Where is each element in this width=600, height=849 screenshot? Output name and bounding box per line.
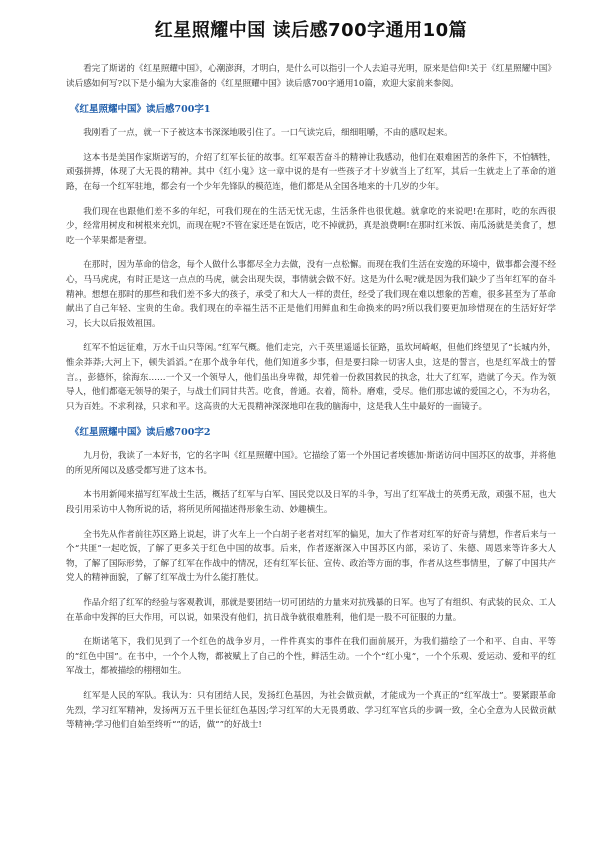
section-1-paragraph: 红军不怕远征难，万水千山只等闲。”红军气概。他们走完，六千英里遥遥长征路，虽坎坷崎岖，但他们终望见了“长城内外，惟余莽莽;大河上下，顿失滔滔。”在那个战争年代，他们知道多少事，但是要扫除一切害人虫，这是的誓言，也是红军战士的誓言。，彭德怀，徐海东……一个又一个领导人，他们虽出身卑微，却凭着一份救国救民的执念，壮大了红军，造就了今天。作为领导人，他们都毫无领导的架子，与战士们同甘共苦。吃食，普通。衣着，简朴。磨难，受尽。他们那忠诚的爱国之心，不为功名，只为百姓。不求利禄，只求和平。这高贵的大无畏精神深深地印在我的脑海中，这是我人生中最好的一面镜子。 [66,343,556,412]
section-2-paragraph: 在斯诺笔下，我们见到了一个红色的战争岁月，一件件真实的事件在我们面前展开，为我们描绘了一个和平、自由、平等的“红色中国”。在书中，一个个人物，都被赋上了自己的个性，鲜活生动。一个个“红小鬼”，一个个乐观、爱运动、爱和平的红军战士，都被描绘的栩栩如生。 [66,637,556,677]
section-2-paragraph: 九月份，我读了一本好书，它的名字叫《红星照耀中国》。它描绘了第一个外国记者埃德加·斯诺访问中国苏区的故事，并将他的所见所闻以及感受都写进了这本书。 [66,451,556,476]
intro-paragraph: 看完了斯诺的《红星照耀中国》，心潮澎湃，才明白，是什么可以指引一个人去追寻光明，原来是信仰!关于《红星照耀中国》读后感如何写?以下是小编为大家准备的《红星照耀中国》读后感700字通用10篇，欢迎大家前来参阅。 [66,64,556,89]
page-title: 红星照耀中国 读后感700字通用10篇 [154,20,468,41]
section-2-paragraph: 本书用新闻来描写红军战士生活，概括了红军与白军、国民党以及日军的斗争，写出了红军战士的英勇无敌，顽强不屈，也大段引用采访中人物所说的话，将所见所闻描述得形象生动、妙趣横生。 [66,490,556,516]
section-2-paragraph: 全书先从作者前往苏区路上说起，讲了火车上一个白胡子老者对红军的偏见，加大了作者对红军的好奇与猜想，作者后来与一个“共匪”一起吃饭，了解了更多关于红色中国的故事。后来，作者逐渐深入中国苏区内部，采访了、朱德、周恩来等许多大人物，了解了国际形势，了解了红军在作战中的情况，还有红军长征、宣传、政治等方面的事，作者从这些事情里，了解了中国共产党人的精神面貌，了解了红军战士为什么能打胜仗。 [66,529,556,584]
section-1-paragraph: 我们现在也跟他们差不多的年纪，可我们现在的生活无忧无虑，生活条件也很优越。就拿吃的来说吧!在那时，吃的东西很少，经常用树皮和树根来充饥，而现在呢?不管在家还是在饭店，吃不掉就扔，真是浪费啊!在那时红米饭、南瓜汤就是美食了，想吃一个苹果都是奢望。 [66,206,556,246]
section-1-paragraph: 在那时，因为革命的信念，每个人做什么事都尽全力去做，没有一点松懈。而现在我们生活在安逸的环境中，做事都会漫不经心，马马虎虎，有时正是这一点点的马虎，就会出现失误，事情就会做不好。这是为什么呢?就是因为我们缺少了当年红军的奋斗精神。想想在那时的那些和我们差不多大的孩子，承受了和大人一样的责任，经受了我们现在难以想象的苦难，很多甚至为了革命献出了自己年轻、宝贵的生命。我们现在的幸福生活不正是他们用鲜血和生命换来的吗?所以我们要更加珍惜现在的生活好好学习，长大以后报效祖国。 [66,260,556,329]
section-1-paragraph: 我刚看了一点，就一下子被这本书深深地吸引住了。一口气读完后，细细咀嚼，不由的感叹起来。 [83,128,453,139]
section-1-paragraph: 这本书是美国作家斯诺写的，介绍了红军长征的故事。红军艰苦奋斗的精神让我感动，他们在艰难困苦的条件下，不怕牺牲，顽强拼搏，体现了大无畏的精神。其中《红小鬼》这一章中说的是有一些孩子才十岁就当上了红军，其后一生就走上了革命的道路，在每一个红军驻地，都会有一个少年先锋队的模范连，他们都是从全国各地来的十几岁的少年。 [66,152,556,192]
section-2-paragraph: 作品介绍了红军的经验与客观教训，那就是要团结一切可团结的力量来对抗残暴的日军。也写了有组织、有武装的民众、工人在革命中发挥的巨大作用，可以说，如果没有他们，抗日战争就很难胜利，他们是一股不可征服的力量。 [66,598,556,623]
section-heading-2: 《红星照耀中国》读后感700字2 [70,427,211,439]
section-heading-1: 《红星照耀中国》读后感700字1 [70,104,211,116]
section-2-paragraph: 红军是人民的军队。我认为：只有团结人民，发扬红色基因，为社会做贡献，才能成为一个真正的“红军战士”。要紧跟革命先烈，学习红军精神，发扬两万五千里长征红色基因;学习红军的大无畏勇敢、学习红军官兵的步调一致，全心全意为人民做贡献等精神;学习他们自始至终听“”的话，做“”的好战士! [66,691,556,731]
